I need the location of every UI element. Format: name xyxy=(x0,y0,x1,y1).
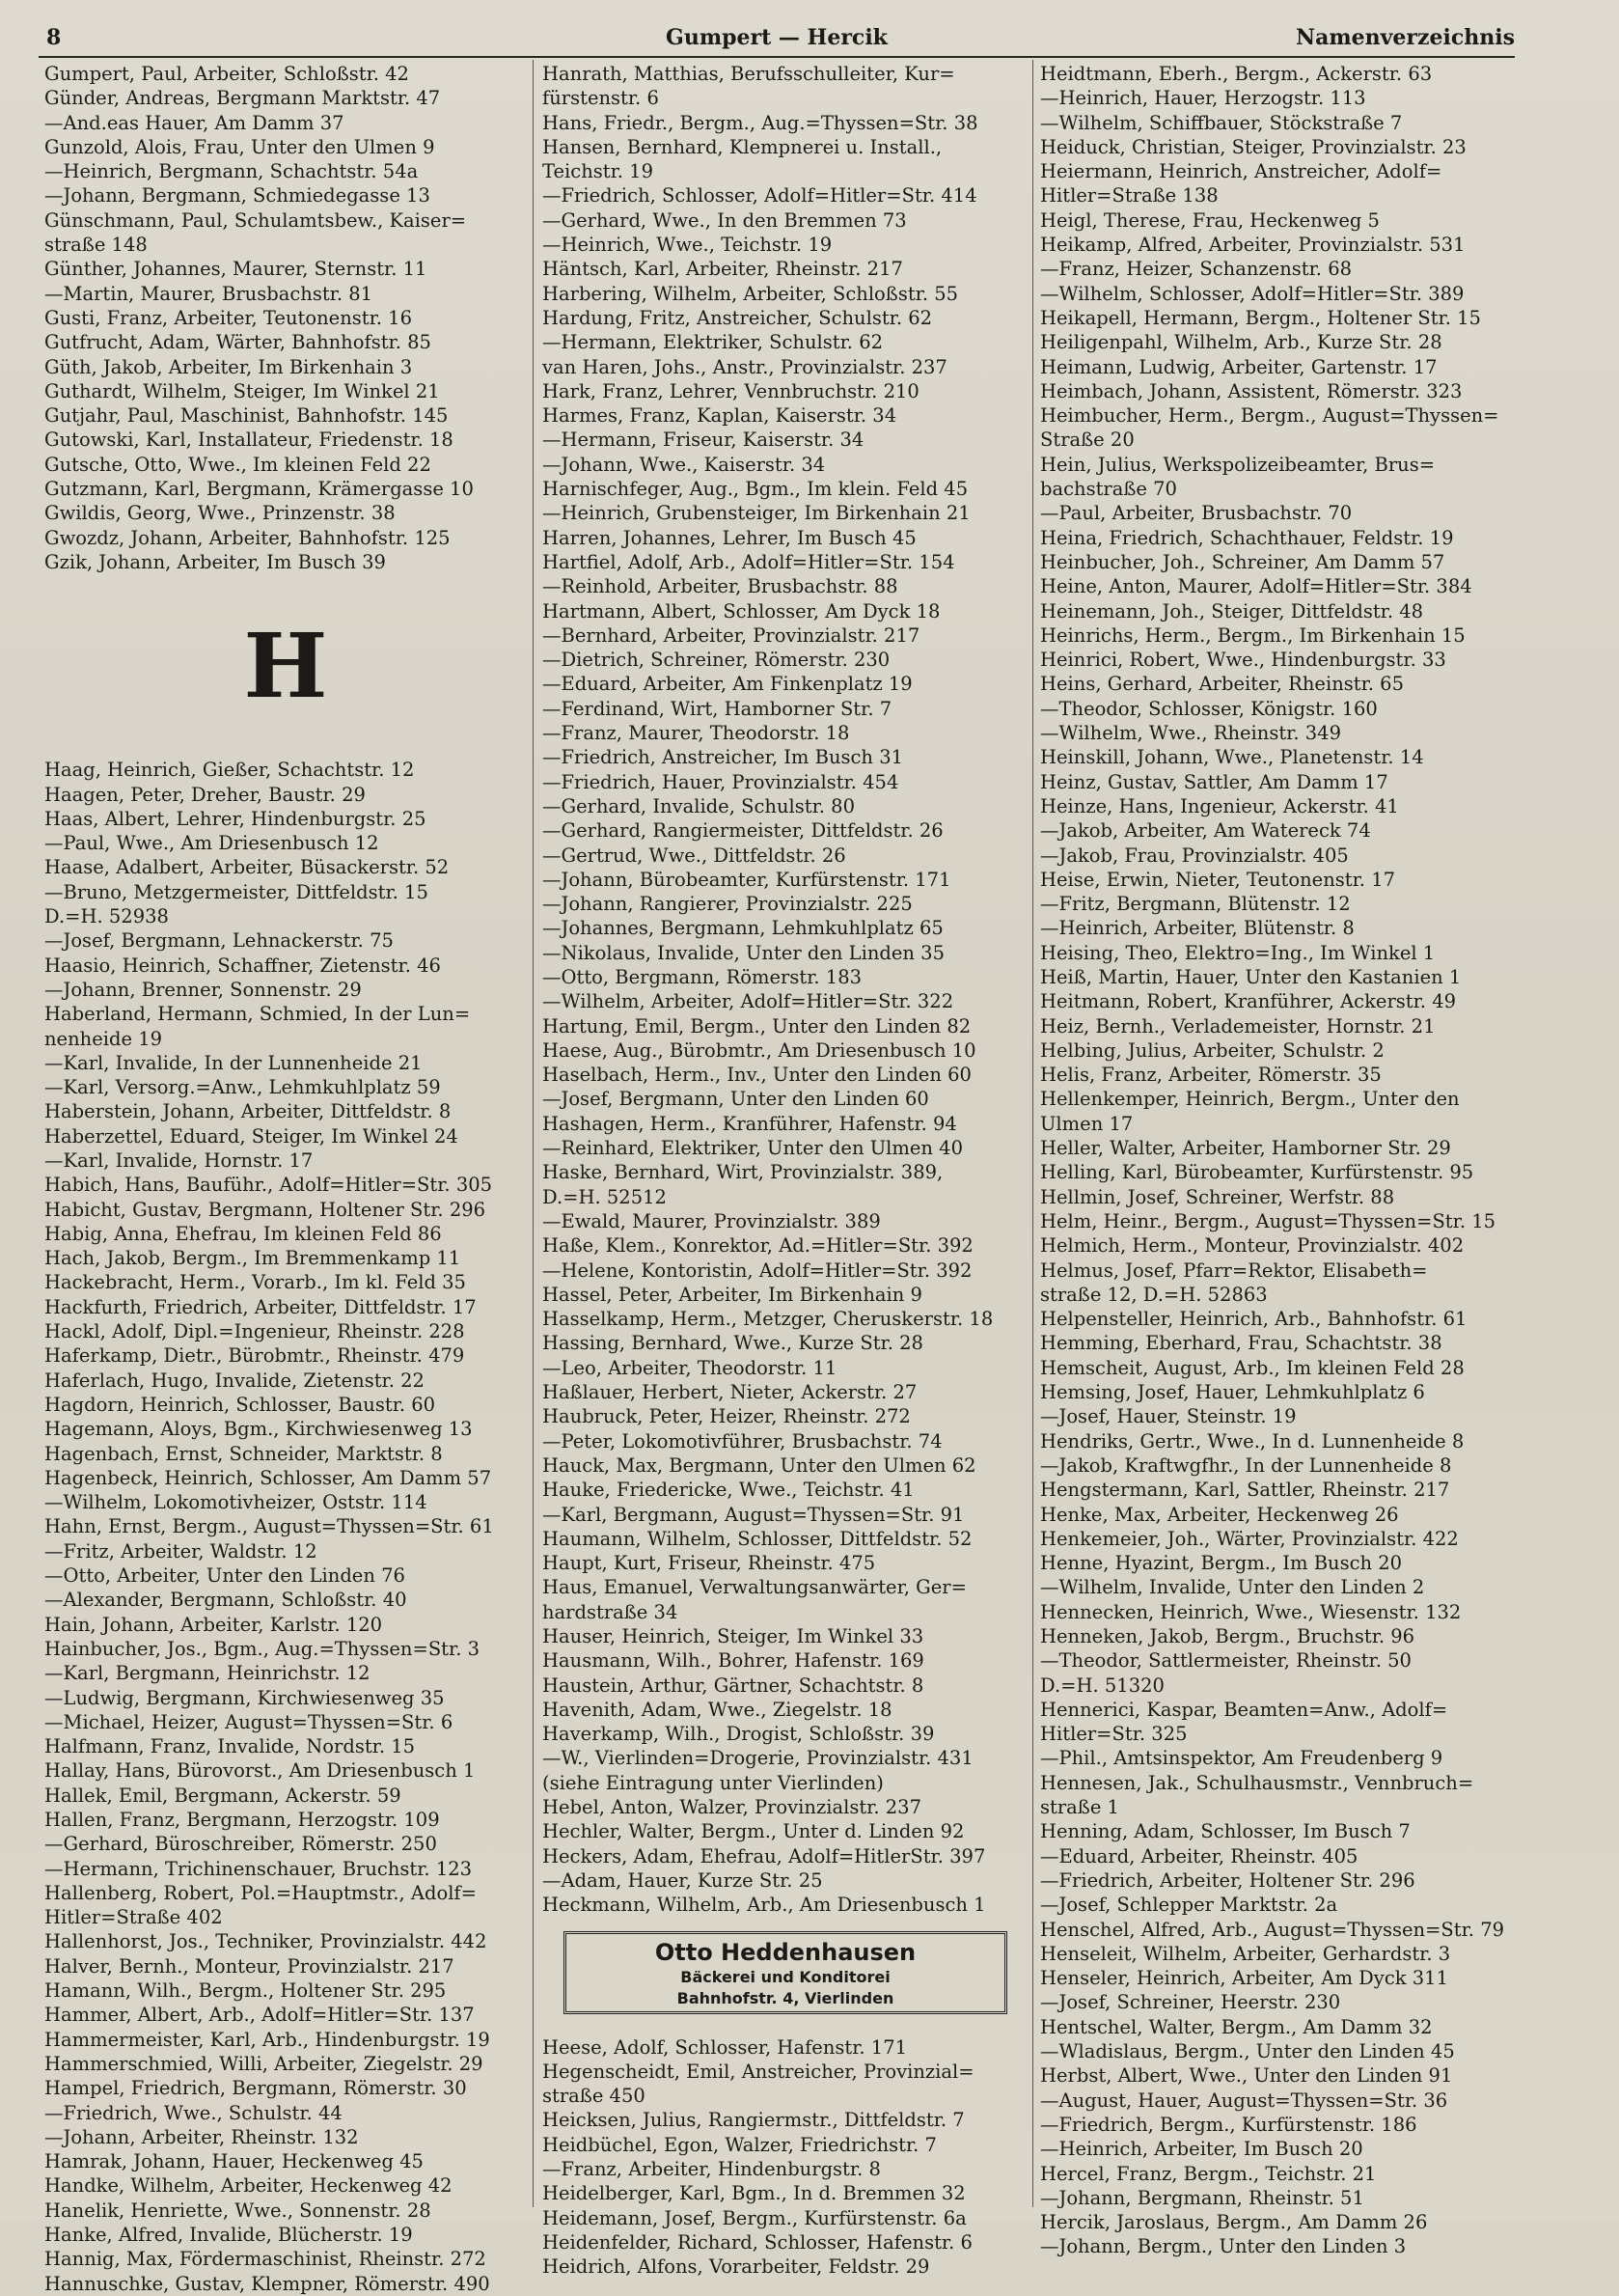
directory-entry: Heinskill, Johann, Wwe., Planetenstr. 14 xyxy=(1040,746,1424,769)
directory-entry: Hassel, Peter, Arbeiter, Im Birkenhain 9 xyxy=(542,1283,922,1306)
directory-entry: Hein, Julius, Werkspolizeibeamter, Brus= xyxy=(1040,453,1436,476)
directory-entry: Heidbüchel, Egon, Walzer, Friedrichstr. 7 xyxy=(542,2133,937,2156)
directory-entry: Heiß, Martin, Hauer, Unter den Kastanien 1 xyxy=(1040,965,1462,988)
directory-entry: Heimbucher, Herm., Bergm., August=Thyssen= xyxy=(1040,404,1499,428)
directory-entry: —Wilhelm, Wwe., Rheinstr. 349 xyxy=(1040,722,1341,745)
directory-entry: —Ewald, Maurer, Provinzialstr. 389 xyxy=(542,1209,881,1232)
directory-entry: D.=H. 51320 xyxy=(1040,1674,1165,1697)
directory-entry: Haupt, Kurt, Friseur, Rheinstr. 475 xyxy=(542,1552,876,1575)
directory-entry: —Karl, Versorg.=Anw., Lehmkuhlplatz 59 xyxy=(44,1076,441,1099)
directory-entry: Hitler=Straße 402 xyxy=(44,1906,223,1929)
directory-entry: —Heinrich, Wwe., Teichstr. 19 xyxy=(542,234,833,257)
advertisement-box xyxy=(563,1931,1007,2014)
directory-entry: Heese, Adolf, Schlosser, Hafenstr. 171 xyxy=(542,2035,908,2059)
directory-entry: —Reinhold, Arbeiter, Brusbachstr. 88 xyxy=(542,575,898,598)
directory-entry: Heinrici, Robert, Wwe., Hindenburgstr. 33 xyxy=(1040,649,1446,672)
directory-entry: —Theodor, Sattlermeister, Rheinstr. 50 xyxy=(1040,1649,1412,1673)
directory-entry: Hallenhorst, Jos., Techniker, Provinzialstr. 442 xyxy=(44,1930,487,1953)
section-title: Namenverzeichnis xyxy=(1296,25,1515,50)
directory-entry: Helis, Franz, Arbeiter, Römerstr. 35 xyxy=(1040,1064,1382,1087)
directory-entry: Hammerschmied, Willi, Arbeiter, Ziegelstr. 29 xyxy=(44,2052,483,2075)
directory-entry: Gwildis, Georg, Wwe., Prinzenstr. 38 xyxy=(44,502,396,525)
directory-entry: Haese, Aug., Bürobmtr., Am Driesenbusch 10 xyxy=(542,1038,976,1062)
directory-entry: Hellmin, Josef, Schreiner, Werfstr. 88 xyxy=(1040,1185,1395,1208)
directory-entry: Helpensteller, Heinrich, Arb., Bahnhofstr. 61 xyxy=(1040,1308,1468,1331)
directory-entry: Hampel, Friedrich, Bergmann, Römerstr. 30 xyxy=(44,2077,467,2100)
directory-entry: —Heinrich, Hauer, Herzogstr. 113 xyxy=(1040,87,1366,110)
directory-entry: Hemming, Eberhard, Frau, Schachtstr. 38 xyxy=(1040,1332,1442,1355)
directory-entry: Helbing, Julius, Arbeiter, Schulstr. 2 xyxy=(1040,1038,1385,1062)
directory-entry: Handke, Wilhelm, Arbeiter, Heckenweg 42 xyxy=(44,2174,453,2198)
directory-entry: Hallenberg, Robert, Pol.=Hauptmstr., Adolf= xyxy=(44,1881,477,1904)
directory-entry: —Nikolaus, Invalide, Unter den Linden 35 xyxy=(542,941,945,964)
directory-entry: Hercik, Jaroslaus, Bergm., Am Damm 26 xyxy=(1040,2211,1428,2234)
directory-entry: Hahn, Ernst, Bergm., August=Thyssen=Str. 61 xyxy=(44,1515,494,1538)
directory-entry: —Josef, Bergmann, Lehnackerstr. 75 xyxy=(44,929,394,953)
directory-entry: Hallen, Franz, Bergmann, Herzogstr. 109 xyxy=(44,1809,440,1831)
entry-list xyxy=(44,62,527,574)
directory-entry: Haagen, Peter, Dreher, Baustr. 29 xyxy=(44,783,366,806)
directory-entry: —Helene, Kontoristin, Adolf=Hitler=Str. 392 xyxy=(542,1259,973,1282)
directory-entry: —Johann, Wwe., Kaiserstr. 34 xyxy=(542,453,826,476)
directory-entry: straße 450 xyxy=(542,2085,645,2108)
directory-entry: —Bernhard, Arbeiter, Provinzialstr. 217 xyxy=(542,623,920,647)
directory-entry: Haberzettel, Eduard, Steiger, Im Winkel 24 xyxy=(44,1124,458,1148)
directory-entry: Hanelik, Henriette, Wwe., Sonnenstr. 28 xyxy=(44,2199,431,2222)
ad-line1: Bäckerei und Konditorei xyxy=(680,1967,891,1986)
directory-entry: —Heinrich, Arbeiter, Blütenstr. 8 xyxy=(1040,917,1355,940)
directory-entry: bachstraße 70 xyxy=(1040,478,1177,501)
directory-entry: Henschel, Alfred, Arb., August=Thyssen=Str. 79 xyxy=(1040,1918,1505,1941)
directory-entry: Haße, Klem., Konrektor, Ad.=Hitler=Str. 392 xyxy=(542,1234,974,1258)
entry-list xyxy=(1040,62,1523,2259)
directory-entry: straße 148 xyxy=(44,234,148,257)
directory-entry: Hach, Jakob, Bergm., Im Bremmenkamp 11 xyxy=(44,1247,461,1270)
directory-entry: —Otto, Arbeiter, Unter den Linden 76 xyxy=(44,1564,405,1588)
directory-entry: Heckmann, Wilhelm, Arb., Am Driesenbusch 1 xyxy=(542,1894,986,1917)
column-3 xyxy=(1040,62,1523,2258)
directory-entry: Hagenbach, Ernst, Schneider, Marktstr. 8 xyxy=(44,1442,443,1465)
directory-entry: Hamrak, Johann, Hauer, Heckenweg 45 xyxy=(44,2150,424,2173)
directory-entry: Hitler=Straße 138 xyxy=(1040,184,1219,207)
directory-entry: Straße 20 xyxy=(1040,429,1135,452)
directory-entry: Helmich, Herm., Monteur, Provinzialstr. 402 xyxy=(1040,1234,1465,1258)
directory-entry: —Wilhelm, Lokomotivheizer, Oststr. 114 xyxy=(44,1491,427,1514)
directory-entry: —Gerhard, Wwe., In den Bremmen 73 xyxy=(542,208,907,232)
directory-entry: —Michael, Heizer, August=Thyssen=Str. 6 xyxy=(44,1710,453,1733)
directory-entry: Haustein, Arthur, Gärtner, Schachtstr. 8 xyxy=(542,1674,924,1697)
directory-entry: Gutfrucht, Adam, Wärter, Bahnhofstr. 85 xyxy=(44,331,431,354)
directory-entry: Hechler, Walter, Bergm., Unter d. Linden 92 xyxy=(542,1820,965,1843)
directory-entry: Heiligenpahl, Wilhelm, Arb., Kurze Str. 28 xyxy=(1040,331,1442,354)
directory-entry: Günther, Johannes, Maurer, Sternstr. 11 xyxy=(44,258,427,281)
directory-entry: Hauck, Max, Bergmann, Unter den Ulmen 62 xyxy=(542,1453,976,1477)
directory-entry: —Fritz, Bergmann, Blütenstr. 12 xyxy=(1040,893,1351,916)
directory-entry: —Johann, Bergm., Unter den Linden 3 xyxy=(1040,2235,1407,2258)
directory-entry: Hallay, Hans, Bürovorst., Am Driesenbusch 1 xyxy=(44,1759,476,1783)
directory-entry: —Adam, Hauer, Kurze Str. 25 xyxy=(542,1868,823,1892)
directory-entry: Haus, Emanuel, Verwaltungsanwärter, Ger= xyxy=(542,1576,967,1599)
column-divider xyxy=(533,60,534,2207)
directory-entry: —Ferdinand, Wirt, Hamborner Str. 7 xyxy=(542,697,892,720)
directory-entry: —Dietrich, Schreiner, Römerstr. 230 xyxy=(542,649,891,672)
directory-entry: Haberland, Hermann, Schmied, In der Lun= xyxy=(44,1003,471,1026)
directory-entry: Heidelberger, Karl, Bgm., In d. Bremmen 32 xyxy=(542,2182,966,2205)
directory-entry: Heidtmann, Eberh., Bergm., Ackerstr. 63 xyxy=(1040,63,1433,85)
directory-entry: Habig, Anna, Ehefrau, Im kleinen Feld 86 xyxy=(44,1222,442,1245)
directory-entry: —Karl, Invalide, Hornstr. 17 xyxy=(44,1148,314,1172)
directory-entry: —Fritz, Arbeiter, Waldstr. 12 xyxy=(44,1539,317,1563)
directory-entry: hardstraße 34 xyxy=(542,1600,678,1623)
directory-entry: Helling, Karl, Bürobeamter, Kurfürstenstr. 95 xyxy=(1040,1161,1474,1184)
directory-entry: —Heinrich, Arbeiter, Im Busch 20 xyxy=(1040,2138,1363,2161)
directory-entry: —Friedrich, Wwe., Schulstr. 44 xyxy=(44,2101,343,2124)
directory-entry: Hauser, Heinrich, Steiger, Im Winkel 33 xyxy=(542,1625,924,1647)
directory-entry: Haasio, Heinrich, Schaffner, Zietenstr. 46 xyxy=(44,954,441,977)
directory-entry: —Karl, Invalide, In der Lunnenheide 21 xyxy=(44,1051,423,1074)
directory-entry: Heising, Theo, Elektro=Ing., Im Winkel 1 xyxy=(1040,941,1436,964)
directory-entry: Gwozdz, Johann, Arbeiter, Bahnhofstr. 125 xyxy=(44,526,451,549)
directory-entry: Haumann, Wilhelm, Schlosser, Dittfeldstr. 52 xyxy=(542,1527,973,1550)
directory-entry: Hammermeister, Karl, Arb., Hindenburgstr. 19 xyxy=(44,2028,490,2051)
directory-entry: Haferlach, Hugo, Invalide, Zietenstr. 22 xyxy=(44,1369,425,1392)
directory-entry: —Friedrich, Arbeiter, Holtener Str. 296 xyxy=(1040,1868,1415,1892)
directory-entry: Gutzmann, Karl, Bergmann, Krämergasse 10 xyxy=(44,478,474,501)
directory-entry: Hassing, Bernhard, Wwe., Kurze Str. 28 xyxy=(542,1332,923,1355)
directory-entry: straße 12, D.=H. 52863 xyxy=(1040,1283,1268,1306)
directory-entry: —Hermann, Friseur, Kaiserstr. 34 xyxy=(542,429,864,452)
directory-entry: Heinrichs, Herm., Bergm., Im Birkenhain 15 xyxy=(1040,623,1466,647)
directory-entry: —Johann, Arbeiter, Rheinstr. 132 xyxy=(44,2125,359,2148)
directory-entry: Harnischfeger, Aug., Bgm., Im klein. Feld 45 xyxy=(542,478,969,501)
directory-entry: Heicksen, Julius, Rangiermstr., Dittfeldstr. 7 xyxy=(542,2109,965,2132)
entry-list xyxy=(542,62,1032,1918)
entry-list xyxy=(44,758,527,2296)
directory-entry: —Josef, Schreiner, Heerstr. 230 xyxy=(1040,1991,1341,2014)
directory-entry: Haberstein, Johann, Arbeiter, Dittfeldstr. 8 xyxy=(44,1100,452,1123)
directory-entry: Halver, Bernh., Monteur, Provinzialstr. 217 xyxy=(44,1954,454,1978)
ad-line2: Bahnhofstr. 4, Vierlinden xyxy=(676,1988,894,2007)
directory-entry: Hebel, Anton, Walzer, Provinzialstr. 237 xyxy=(542,1796,921,1819)
directory-entry: D.=H. 52512 xyxy=(542,1185,667,1208)
directory-entry: Heins, Gerhard, Arbeiter, Rheinstr. 65 xyxy=(1040,673,1404,696)
directory-entry: Hamann, Wilh., Bergm., Holtener Str. 295 xyxy=(44,1979,447,2003)
directory-entry: Haas, Albert, Lehrer, Hindenburgstr. 25 xyxy=(44,807,426,830)
directory-entry: Hallek, Emil, Bergmann, Ackerstr. 59 xyxy=(44,1784,401,1807)
directory-entry: Heine, Anton, Maurer, Adolf=Hitler=Str. 384 xyxy=(1040,575,1472,598)
directory-entry: Henne, Hyazint, Bergm., Im Busch 20 xyxy=(1040,1552,1403,1575)
directory-entry: Hannuschke, Gustav, Klempner, Römerstr. 490 xyxy=(44,2272,490,2295)
directory-entry: Gusti, Franz, Arbeiter, Teutonenstr. 16 xyxy=(44,306,412,329)
directory-entry: Heiz, Bernh., Verlademeister, Hornstr. 21 xyxy=(1040,1014,1436,1037)
directory-entry: Hartmann, Albert, Schlosser, Am Dyck 18 xyxy=(542,599,941,622)
directory-entry: Hartfiel, Adolf, Arb., Adolf=Hitler=Str. 154 xyxy=(542,550,955,573)
directory-entry: Henseleit, Wilhelm, Arbeiter, Gerhardstr. 3 xyxy=(1040,1942,1451,1965)
directory-entry: Heiduck, Christian, Steiger, Provinzialstr. 23 xyxy=(1040,135,1467,158)
directory-entry: —Josef, Hauer, Steinstr. 19 xyxy=(1040,1405,1297,1428)
directory-entry: —Phil., Amtsinspektor, Am Freudenberg 9 xyxy=(1040,1747,1443,1770)
directory-entry: —Jakob, Kraftwgfhr., In der Lunnenheide 8 xyxy=(1040,1453,1452,1477)
directory-entry: —Heinrich, Bergmann, Schachtstr. 54a xyxy=(44,160,419,183)
directory-entry: —Johannes, Bergmann, Lehmkuhlplatz 65 xyxy=(542,917,944,940)
directory-entry: Gutjahr, Paul, Maschinist, Bahnhofstr. 145 xyxy=(44,404,449,428)
directory-entry: Halfmann, Franz, Invalide, Nordstr. 15 xyxy=(44,1735,416,1758)
directory-entry: —Johann, Rangierer, Provinzialstr. 225 xyxy=(542,893,913,916)
page-number: 8 xyxy=(46,25,62,50)
directory-entry: —Franz, Maurer, Theodorstr. 18 xyxy=(542,722,850,745)
directory-entry: Hain, Johann, Arbeiter, Karlstr. 120 xyxy=(44,1613,383,1636)
directory-entry: —Paul, Wwe., Am Driesenbusch 12 xyxy=(44,832,379,855)
directory-entry: Häntsch, Karl, Arbeiter, Rheinstr. 217 xyxy=(542,258,903,281)
directory-entry: Heikapell, Hermann, Bergm., Holtener Str. 15 xyxy=(1040,306,1481,329)
directory-entry: —Franz, Heizer, Schanzenstr. 68 xyxy=(1040,258,1353,281)
directory-entry: Harren, Johannes, Lehrer, Im Busch 45 xyxy=(542,526,917,549)
directory-entry: —Johann, Bürobeamter, Kurfürstenstr. 171 xyxy=(542,868,951,891)
directory-entry: Hanrath, Matthias, Berufsschulleiter, Kur= xyxy=(542,63,955,85)
directory-entry: Güth, Jakob, Arbeiter, Im Birkenhain 3 xyxy=(44,355,413,378)
directory-entry: Henke, Max, Arbeiter, Heckenweg 26 xyxy=(1040,1503,1399,1526)
directory-entry: Hackfurth, Friedrich, Arbeiter, Dittfeldstr. 17 xyxy=(44,1295,477,1318)
ad-name: Otto Heddenhausen xyxy=(654,1938,917,1966)
directory-entry: —And.eas Hauer, Am Damm 37 xyxy=(44,111,344,134)
directory-entry: Hegenscheidt, Emil, Anstreicher, Provinzial= xyxy=(542,2060,974,2083)
directory-entry: —W., Vierlinden=Drogerie, Provinzialstr. 431 xyxy=(542,1747,974,1770)
directory-entry: Haßlauer, Herbert, Nieter, Ackerstr. 27 xyxy=(542,1381,918,1404)
directory-entry: —Alexander, Bergmann, Schloßstr. 40 xyxy=(44,1589,407,1612)
directory-entry: Haselbach, Herm., Inv., Unter den Linden 60 xyxy=(542,1064,972,1087)
directory-entry: —Gerhard, Rangiermeister, Dittfeldstr. 26 xyxy=(542,819,944,843)
directory-entry: Heiermann, Heinrich, Anstreicher, Adolf= xyxy=(1040,160,1442,183)
directory-entry: straße 1 xyxy=(1040,1796,1119,1819)
directory-entry: Hainbucher, Jos., Bgm., Aug.=Thyssen=Str. 3 xyxy=(44,1637,480,1660)
directory-entry: Hausmann, Wilh., Bohrer, Hafenstr. 169 xyxy=(542,1649,924,1673)
directory-entry: Heitmann, Robert, Kranführer, Ackerstr. 49 xyxy=(1040,990,1457,1013)
directory-entry: —Ludwig, Bergmann, Kirchwiesenweg 35 xyxy=(44,1686,445,1709)
directory-entry: Heikamp, Alfred, Arbeiter, Provinzialstr. 531 xyxy=(1040,234,1466,257)
directory-entry: —Wilhelm, Schiffbauer, Stöckstraße 7 xyxy=(1040,111,1403,134)
column-1 xyxy=(44,62,527,2295)
directory-entry: Heinemann, Joh., Steiger, Dittfeldstr. 48 xyxy=(1040,599,1424,622)
directory-entry: Hannig, Max, Fördermaschinist, Rheinstr. 272 xyxy=(44,2248,486,2271)
directory-entry: Günschmann, Paul, Schulamtsbew., Kaiser= xyxy=(44,208,467,232)
directory-entry: Gutsche, Otto, Wwe., Im kleinen Feld 22 xyxy=(44,453,431,476)
directory-entry: Hennerici, Kaspar, Beamten=Anw., Adolf= xyxy=(1040,1698,1448,1721)
directory-entry: —Hermann, Elektriker, Schulstr. 62 xyxy=(542,331,884,354)
directory-entry: Heise, Erwin, Nieter, Teutonenstr. 17 xyxy=(1040,868,1396,891)
directory-entry: nenheide 19 xyxy=(44,1027,163,1050)
directory-entry: —Johann, Bergmann, Schmiedegasse 13 xyxy=(44,184,430,207)
directory-entry: Heinbucher, Joh., Schreiner, Am Damm 57 xyxy=(1040,550,1445,573)
directory-entry: Heidenfelder, Richard, Schlosser, Hafenstr. 6 xyxy=(542,2230,973,2254)
directory-entry: —Bruno, Metzgermeister, Dittfeldstr. 15 xyxy=(44,880,428,903)
directory-entry: Heimbach, Johann, Assistent, Römerstr. 323 xyxy=(1040,379,1463,402)
directory-entry: Haase, Adalbert, Arbeiter, Büsackerstr. 52 xyxy=(44,856,450,879)
directory-entry: Heinze, Hans, Ingenieur, Ackerstr. 41 xyxy=(1040,794,1399,817)
directory-entry: —Friedrich, Anstreicher, Im Busch 31 xyxy=(542,746,904,769)
directory-entry: Hans, Friedr., Bergm., Aug.=Thyssen=Str. 38 xyxy=(542,111,978,134)
directory-entry: Hackl, Adolf, Dipl.=Ingenieur, Rheinstr. 228 xyxy=(44,1320,465,1343)
directory-entry: —Jakob, Arbeiter, Am Watereck 74 xyxy=(1040,819,1371,843)
directory-entry: —Karl, Bergmann, Heinrichstr. 12 xyxy=(44,1662,370,1685)
directory-entry: Gunzold, Alois, Frau, Unter den Ulmen 9 xyxy=(44,135,435,158)
directory-entry: Heina, Friedrich, Schachthauer, Feldstr. 19 xyxy=(1040,526,1454,549)
directory-entry: Ulmen 17 xyxy=(1040,1112,1134,1135)
directory-entry: Haferkamp, Dietr., Bürobmtr., Rheinstr. 479 xyxy=(44,1344,465,1368)
page-title: Gumpert — Hercik xyxy=(666,25,888,50)
letter-heading: H xyxy=(243,613,328,718)
directory-entry: Hauke, Friedericke, Wwe., Teichstr. 41 xyxy=(542,1479,915,1502)
directory-entry: Hashagen, Herm., Kranführer, Hafenstr. 94 xyxy=(542,1112,957,1135)
directory-entry: —Eduard, Arbeiter, Am Finkenplatz 19 xyxy=(542,673,913,696)
directory-entry: —Friedrich, Schlosser, Adolf=Hitler=Str. 414 xyxy=(542,184,977,207)
directory-entry: Guthardt, Wilhelm, Steiger, Im Winkel 21 xyxy=(44,379,440,402)
directory-entry: Heckers, Adam, Ehefrau, Adolf=HitlerStr. 397 xyxy=(542,1844,986,1867)
directory-entry: Hennecken, Heinrich, Wwe., Wiesenstr. 132 xyxy=(1040,1600,1462,1623)
directory-entry: —Friedrich, Bergm., Kurfürstenstr. 186 xyxy=(1040,2113,1417,2136)
directory-entry: Haubruck, Peter, Heizer, Rheinstr. 272 xyxy=(542,1405,911,1428)
directory-entry: Hasselkamp, Herm., Metzger, Cheruskerstr. 18 xyxy=(542,1308,994,1331)
directory-entry: —Wilhelm, Schlosser, Adolf=Hitler=Str. 389 xyxy=(1040,282,1465,305)
directory-entry: Gutowski, Karl, Installateur, Friedenstr. 18 xyxy=(44,429,453,452)
directory-entry: Hemscheit, August, Arb., Im kleinen Feld 28 xyxy=(1040,1356,1465,1379)
directory-entry: Heidemann, Josef, Bergm., Kurfürstenstr. 6a xyxy=(542,2206,967,2229)
directory-entry: Heigl, Therese, Frau, Heckenweg 5 xyxy=(1040,208,1380,232)
directory-entry: Havenith, Adam, Wwe., Ziegelstr. 18 xyxy=(542,1698,892,1721)
directory-entry: —Josef, Schlepper Marktstr. 2a xyxy=(1040,1894,1338,1917)
directory-entry: —Leo, Arbeiter, Theodorstr. 11 xyxy=(542,1356,837,1379)
column-divider xyxy=(1032,60,1033,2207)
directory-entry: Hark, Franz, Lehrer, Vennbruchstr. 210 xyxy=(542,379,919,402)
directory-entry: Haag, Heinrich, Gießer, Schachtstr. 12 xyxy=(44,759,415,782)
directory-entry: Henkemeier, Joh., Wärter, Provinzialstr. 422 xyxy=(1040,1527,1459,1550)
directory-entry: Hagdorn, Heinrich, Schlosser, Baustr. 60 xyxy=(44,1393,436,1416)
directory-entry: —Franz, Arbeiter, Hindenburgstr. 8 xyxy=(542,2158,881,2181)
directory-entry: Harbering, Wilhelm, Arbeiter, Schloßstr. 55 xyxy=(542,282,959,305)
directory-entry: Gzik, Johann, Arbeiter, Im Busch 39 xyxy=(44,550,386,573)
directory-entry: —Jakob, Frau, Provinzialstr. 405 xyxy=(1040,844,1349,867)
directory-entry: Heimann, Ludwig, Arbeiter, Gartenstr. 17 xyxy=(1040,355,1438,378)
directory-entry: Haske, Bernhard, Wirt, Provinzialstr. 389, xyxy=(542,1161,944,1184)
directory-entry: —Wladislaus, Bergm., Unter den Linden 45 xyxy=(1040,2040,1455,2063)
directory-entry: —Peter, Lokomotivführer, Brusbachstr. 74 xyxy=(542,1429,943,1452)
directory-entry: —Theodor, Schlosser, Königstr. 160 xyxy=(1040,697,1378,720)
directory-entry: —August, Hauer, August=Thyssen=Str. 36 xyxy=(1040,2089,1448,2112)
directory-entry: Herbst, Albert, Wwe., Unter den Linden 91 xyxy=(1040,2064,1453,2088)
directory-entry: Heinz, Gustav, Sattler, Am Damm 17 xyxy=(1040,770,1388,793)
entry-list xyxy=(542,2035,1032,2280)
directory-entry: Helm, Heinr., Bergm., August=Thyssen=Str. 15 xyxy=(1040,1209,1496,1232)
directory-entry: Habich, Hans, Bauführ., Adolf=Hitler=Str. 305 xyxy=(44,1174,493,1197)
directory-entry: Hansen, Bernhard, Klempnerei u. Install., xyxy=(542,135,943,158)
header-rule xyxy=(39,56,1515,58)
directory-entry: —Wilhelm, Arbeiter, Adolf=Hitler=Str. 322 xyxy=(542,990,954,1013)
directory-entry: Hackebracht, Herm., Vorarb., Im kl. Feld 35 xyxy=(44,1271,466,1294)
directory-entry: Habicht, Gustav, Bergmann, Holtener Str. 296 xyxy=(44,1198,486,1221)
directory-entry: Harmes, Franz, Kaplan, Kaiserstr. 34 xyxy=(542,404,897,428)
directory-entry: Hanke, Alfred, Invalide, Blücherstr. 19 xyxy=(44,2224,413,2247)
directory-entry: —Gerhard, Büroschreiber, Römerstr. 250 xyxy=(44,1833,437,1856)
directory-entry: —Friedrich, Hauer, Provinzialstr. 454 xyxy=(542,770,899,793)
directory-entry: Teichstr. 19 xyxy=(542,160,653,183)
directory-entry: Heller, Walter, Arbeiter, Hamborner Str. 29 xyxy=(1040,1137,1451,1160)
directory-entry: Henneken, Jakob, Bergm., Bruchstr. 96 xyxy=(1040,1625,1415,1647)
directory-entry: Haverkamp, Wilh., Drogist, Schloßstr. 39 xyxy=(542,1723,935,1746)
directory-entry: Hitler=Str. 325 xyxy=(1040,1723,1188,1746)
directory-entry: Gumpert, Paul, Arbeiter, Schloßstr. 42 xyxy=(44,63,409,85)
directory-entry: —Paul, Arbeiter, Brusbachstr. 70 xyxy=(1040,502,1353,525)
directory-entry: Hengstermann, Karl, Sattler, Rheinstr. 217 xyxy=(1040,1479,1450,1502)
directory-entry: Hercel, Franz, Bergm., Teichstr. 21 xyxy=(1040,2162,1377,2185)
directory-entry: Hentschel, Walter, Bergm., Am Damm 32 xyxy=(1040,2015,1433,2038)
directory-entry: —Heinrich, Grubensteiger, Im Birkenhain 21 xyxy=(542,502,971,525)
directory-entry: Henning, Adam, Schlosser, Im Busch 7 xyxy=(1040,1820,1411,1843)
directory-entry: —Johann, Brenner, Sonnenstr. 29 xyxy=(44,978,362,1001)
directory-entry: Günder, Andreas, Bergmann Marktstr. 47 xyxy=(44,87,441,110)
directory-entry: fürstenstr. 6 xyxy=(542,87,659,110)
directory-entry: D.=H. 52938 xyxy=(44,905,169,928)
directory-entry: —Gerhard, Invalide, Schulstr. 80 xyxy=(542,794,855,817)
page-header xyxy=(39,21,1515,54)
directory-entry: Hendriks, Gertr., Wwe., In d. Lunnenheide 8 xyxy=(1040,1429,1465,1452)
directory-entry: Hagemann, Aloys, Bgm., Kirchwiesenweg 13 xyxy=(44,1418,473,1441)
directory-entry: Hagenbeck, Heinrich, Schlosser, Am Damm 57 xyxy=(44,1466,492,1489)
directory-entry: Hemsing, Josef, Hauer, Lehmkuhlplatz 6 xyxy=(1040,1381,1425,1404)
directory-entry: —Hermann, Trichinenschauer, Bruchstr. 123 xyxy=(44,1857,473,1880)
directory-entry: Hammer, Albert, Arb., Adolf=Hitler=Str. 137 xyxy=(44,2004,475,2027)
directory-entry: —Johann, Bergmann, Rheinstr. 51 xyxy=(1040,2186,1364,2209)
directory-entry: Henseler, Heinrich, Arbeiter, Am Dyck 311 xyxy=(1040,1967,1448,1990)
column-2 xyxy=(542,62,1032,2279)
directory-entry: —Josef, Bergmann, Unter den Linden 60 xyxy=(542,1088,929,1111)
directory-entry: —Wilhelm, Invalide, Unter den Linden 2 xyxy=(1040,1576,1425,1599)
directory-entry: Hartung, Emil, Bergm., Unter den Linden 82 xyxy=(542,1014,972,1037)
directory-entry: Hellenkemper, Heinrich, Bergm., Unter den xyxy=(1040,1088,1460,1111)
directory-entry: —Otto, Bergmann, Römerstr. 183 xyxy=(542,965,863,988)
directory-entry: (siehe Eintragung unter Vierlinden) xyxy=(542,1771,884,1794)
directory-entry: —Reinhard, Elektriker, Unter den Ulmen 40 xyxy=(542,1137,963,1160)
directory-entry: van Haren, Johs., Anstr., Provinzialstr. 237 xyxy=(542,355,947,378)
directory-entry: —Gertrud, Wwe., Dittfeldstr. 26 xyxy=(542,844,846,867)
directory-entry: —Eduard, Arbeiter, Rheinstr. 405 xyxy=(1040,1844,1358,1867)
directory-entry: Hennesen, Jak., Schulhausmstr., Vennbruch= xyxy=(1040,1771,1474,1794)
directory-entry: Heidrich, Alfons, Vorarbeiter, Feldstr. 29 xyxy=(542,2255,930,2279)
directory-entry: Helmus, Josef, Pfarr=Rektor, Elisabeth= xyxy=(1040,1259,1428,1282)
directory-entry: Hardung, Fritz, Anstreicher, Schulstr. 62 xyxy=(542,306,933,329)
directory-entry: —Martin, Maurer, Brusbachstr. 81 xyxy=(44,282,373,305)
directory-entry: —Karl, Bergmann, August=Thyssen=Str. 91 xyxy=(542,1503,965,1526)
